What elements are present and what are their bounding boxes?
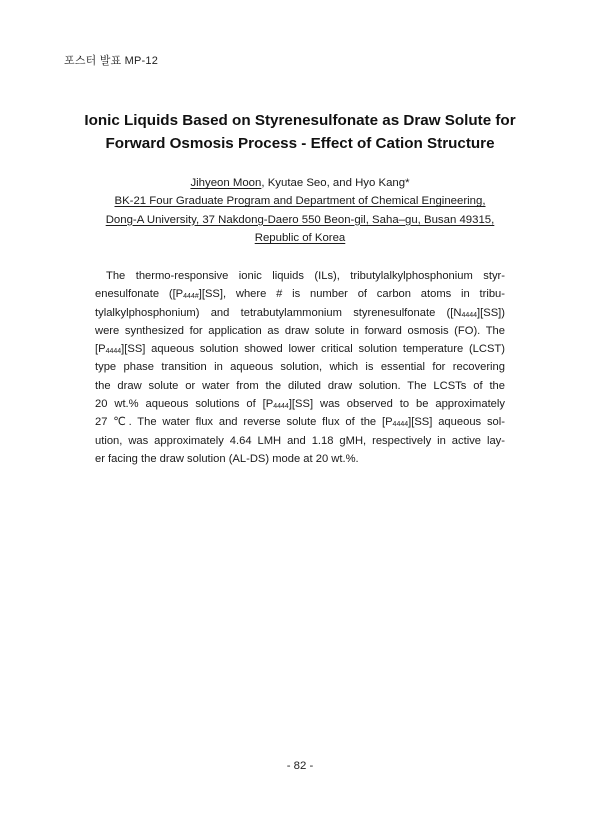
subscript: 4444 [392,421,409,429]
abstract-line: 20 wt.% aqueous solutions of $[P_{4444}][SS]$ was observed to be approximately [95,398,505,411]
abstract-line: The thermo-responsive ionic liquids (ILs), tributylalkylphosphonium styr- [106,270,505,282]
subscript: 4444 [105,348,122,356]
presenting-author: Jihyeon Moon [190,177,262,189]
abstract-line: were synthesized for application as draw solute in forward osmosis (FO). The [95,324,505,337]
abstract-line: ution, was approximately 4.64 LMH and 1.18 gMH, respectively in active lay- [95,434,505,447]
author-list [60,175,540,192]
subscript: 4444 [461,311,478,319]
subscript: 444# [183,293,199,301]
abstract-line: er facing the draw solution (AL-DS) mode at 20 wt.%. [95,452,359,465]
abstract-line: $[P_{4444}][SS]$ aqueous solution showed lower critical solution temperature (LCST) [95,343,505,356]
paper-title [70,109,530,155]
page-number: - 82 - [286,760,314,772]
abstract-line: type phase transition in aqueous solution, which is essential for recovering [95,361,505,374]
title-line-2: Forward Osmosis Process - Effect of Cation Structure [105,135,495,152]
abstract-body [95,267,505,468]
session-label: 포스터 발표 MP-12 [64,55,159,67]
affiliation-line-3: Republic of Korea [254,232,346,244]
affiliation-line-2: Dong-A University, 37 Nakdong-Daero 550 Beon-gil, Saha–gu, Busan 49315, [105,213,495,226]
abstract-line: 27 ℃. The water flux and reverse solute flux of the $[P_{4444}][SS]$ aqueous sol- [95,416,505,429]
abstract-line: enesulfonate ($[P_{444\#}][SS]$, where # is number of carbon atoms in tribu- [95,288,506,301]
affiliation-line-1: BK-21 Four Graduate Program and Department of Chemical Engineering, [114,195,486,207]
title-line-1: Ionic Liquids Based on Styrenesulfonate as Draw Solute for [84,112,516,129]
subscript: 4444 [273,403,289,411]
co-authors: , Kyutae Seo, and Hyo Kang* [261,177,410,189]
abstract-line: the draw solute or water from the diluted draw solution. The LCSTs of the [95,379,505,392]
affiliation [60,192,540,248]
abstract-line: tylalkylphosphonium) and tetrabutylammonium styrenesulfonate $([N_{4444}][SS])$ [95,306,505,319]
